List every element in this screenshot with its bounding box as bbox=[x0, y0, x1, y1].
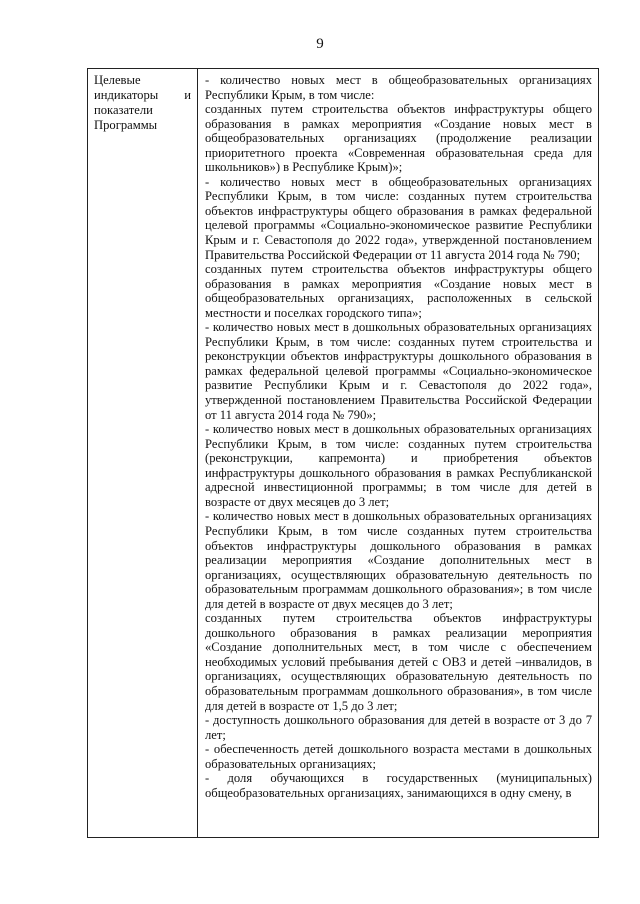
indicator-paragraph: созданных путем строительства объектов инфраструктуры общего образования в рамках мероприятия «Создание новых мест в общеобразовательных организациях, расположенных в сельской местности и поселках городского типа»; bbox=[205, 262, 592, 320]
row-label-line: показатели bbox=[94, 103, 153, 118]
indicator-paragraph: - количество новых мест в общеобразовательных организациях Республики Крым, в том числе: созданных путем строительства объектов инфраструктуры общего образования в рамках федеральной целевой программы «Социально-экономическое развитие Республики Крым и г. Севастополя до 2022 года», утвержденной постановлением Правительства Российской Федерации от 11 августа 2014 года № 790; bbox=[205, 174, 592, 262]
indicator-paragraph: - количество новых мест в дошкольных образовательных организациях Республики Крым, в том числе созданных путем строительства объектов инфраструктуры дошкольного образования в рамках реализации мероприятия «Создание дополнительных мест в организациях, осуществляющих образовательную деятельность по образовательным программам дошкольного образования»; в том числе для детей в возрасте от двух месяцев до 3 лет; bbox=[205, 509, 592, 611]
row-label-line: Целевые bbox=[94, 73, 141, 87]
row-label-line: индикаторы и bbox=[94, 88, 191, 103]
indicator-paragraph: - доля обучающихся в государственных (муниципальных) общеобразовательных организациях, занимающихся в одну смену, в bbox=[205, 771, 592, 800]
indicator-paragraph: созданных путем строительства объектов инфраструктуры общего образования в рамках мероприятия «Создание новых мест в общеобразовательных организациях (продолжение реализации приоритетного проекта «Современная образовательная среда для школьников») в Республике Крым)»; bbox=[205, 102, 592, 175]
page-number: 9 bbox=[316, 36, 324, 52]
indicator-paragraph: созданных путем строительства объектов инфраструктуры дошкольного образования в рамках реализации мероприятия «Создание дополнительных мест, в том числе с обеспечением необходимых условий пребывания детей с ОВЗ и детей –инвалидов, в организациях, осуществляющих образовательную деятельность по образовательным программам дошкольного образования», в том числе для детей в возрасте от 1,5 до 3 лет; bbox=[205, 611, 592, 713]
indicator-paragraph: - количество новых мест в дошкольных образовательных организациях Республики Крым, в том числе: созданных путем строительства (реконструкции, капремонта) и приобретения объектов инфраструктуры дошкольного образования в рамках Республиканской адресной инвестиционной программы; в том числе для детей в возрасте от двух месяцев до 3 лет; bbox=[205, 422, 592, 509]
indicator-paragraph: - количество новых мест в дошкольных образовательных организациях Республики Крым, в том числе: созданных путем строительства и реконструкции объектов инфраструктуры дошкольного образования в рамках федеральной целевой программы «Социально-экономическое развитие Республики Крым и г. Севастополя до 2022 года», утвержденной постановлением Правительства Российской Федерации от 11 августа 2014 года № 790»; bbox=[205, 320, 592, 422]
program-table bbox=[87, 68, 599, 838]
indicator-paragraph: - обеспеченность детей дошкольного возраста местами в дошкольных образовательных организациях; bbox=[205, 742, 592, 771]
row-label-line: Программы bbox=[94, 118, 158, 133]
row-content-cell bbox=[198, 69, 598, 837]
indicator-paragraph: - количество новых мест в общеобразовательных организациях Республики Крым, в том числе: bbox=[205, 73, 592, 102]
row-label-cell bbox=[88, 69, 198, 837]
indicator-paragraph: - доступность дошкольного образования для детей в возрасте от 3 до 7 лет; bbox=[205, 713, 592, 742]
